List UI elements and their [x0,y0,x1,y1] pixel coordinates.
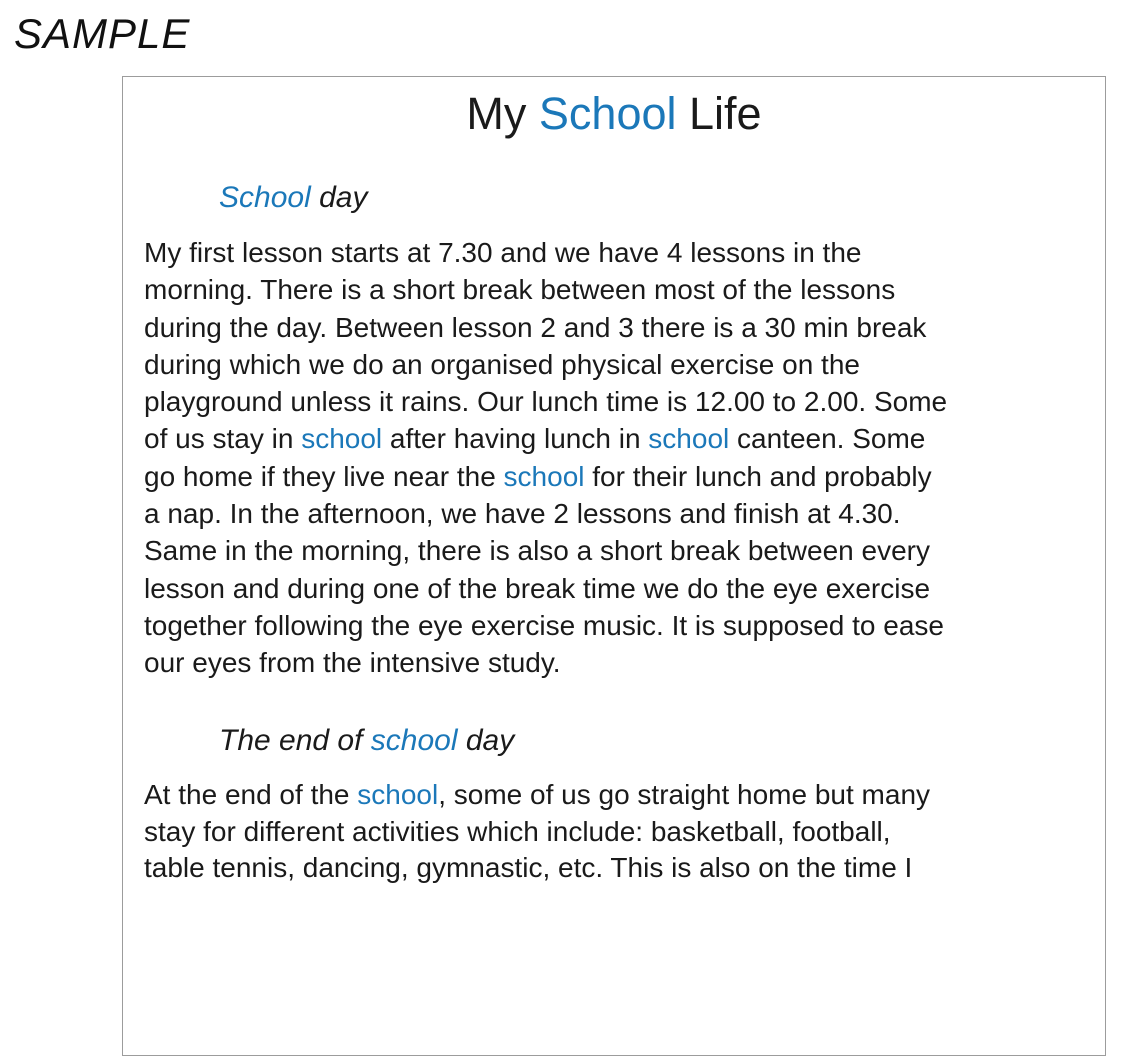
school-link[interactable]: school [370,724,458,757]
text-line [144,458,1077,495]
text-run: a nap. In the afternoon, we have 2 lessons and finish at 4.30. [144,498,901,530]
text-line [144,644,1077,681]
text-line [144,495,1077,532]
section-heading-school-day [219,178,367,218]
school-link[interactable]: school [357,779,439,810]
text-run: Life [676,88,762,139]
text-line [144,814,1077,851]
school-link[interactable]: school [648,423,730,455]
text-run: , some of us go straight home but many [438,779,931,810]
text-run: during which we do an organised physical exercise on the [144,348,860,380]
school-link[interactable]: School [219,181,311,214]
text-run: My [466,88,539,139]
section-heading-end-of-school-day [219,721,514,761]
text-run: after having lunch in [382,423,649,455]
text-run: during the day. Between lesson 2 and 3 there is a 30 min break [144,311,927,343]
paragraph-school-day [144,234,1077,682]
text-run: for their lunch and probably [584,460,932,492]
text-run: together following the eye exercise music. It is supposed to ease [144,609,944,641]
document-title [123,85,1105,143]
text-run: canteen. Some [729,423,926,455]
paragraph-end-of-school-day [144,777,1077,887]
text-line [144,570,1077,607]
text-run: stay for different activities which include: basketball, football, [144,815,891,847]
text-run: go home if they live near the [144,460,504,492]
text-line [144,607,1077,644]
text-run: playground unless it rains. Our lunch time is 12.00 to 2.00. Some [144,386,948,418]
text-line [144,777,1077,814]
sample-watermark: SAMPLE [14,10,191,57]
text-run: Same in the morning, there is also a short break between every [144,535,930,567]
text-run: day [457,724,515,757]
school-link[interactable]: school [301,423,383,455]
text-run: day [310,181,368,214]
text-run: table tennis, dancing, gymnastic, etc. This is also on the time I [144,852,913,883]
text-run: At the end of the [144,779,358,810]
text-line [144,346,1077,383]
text-line [144,850,1077,887]
text-line [144,420,1077,457]
school-link[interactable]: School [538,88,677,139]
text-run: lesson and during one of the break time we do the eye exercise [144,572,931,604]
document-page [122,76,1106,1056]
text-run: of us stay in [144,423,302,455]
text-line [144,234,1077,271]
text-run: The end of [219,724,371,757]
text-run: morning. There is a short break between most of the lessons [144,274,896,306]
school-link[interactable]: school [503,460,585,492]
text-line [144,309,1077,346]
text-line [144,532,1077,569]
text-line [144,271,1077,308]
text-line [144,383,1077,420]
text-run: our eyes from the intensive study. [144,647,561,679]
text-run: My first lesson starts at 7.30 and we have 4 lessons in the [144,237,862,268]
